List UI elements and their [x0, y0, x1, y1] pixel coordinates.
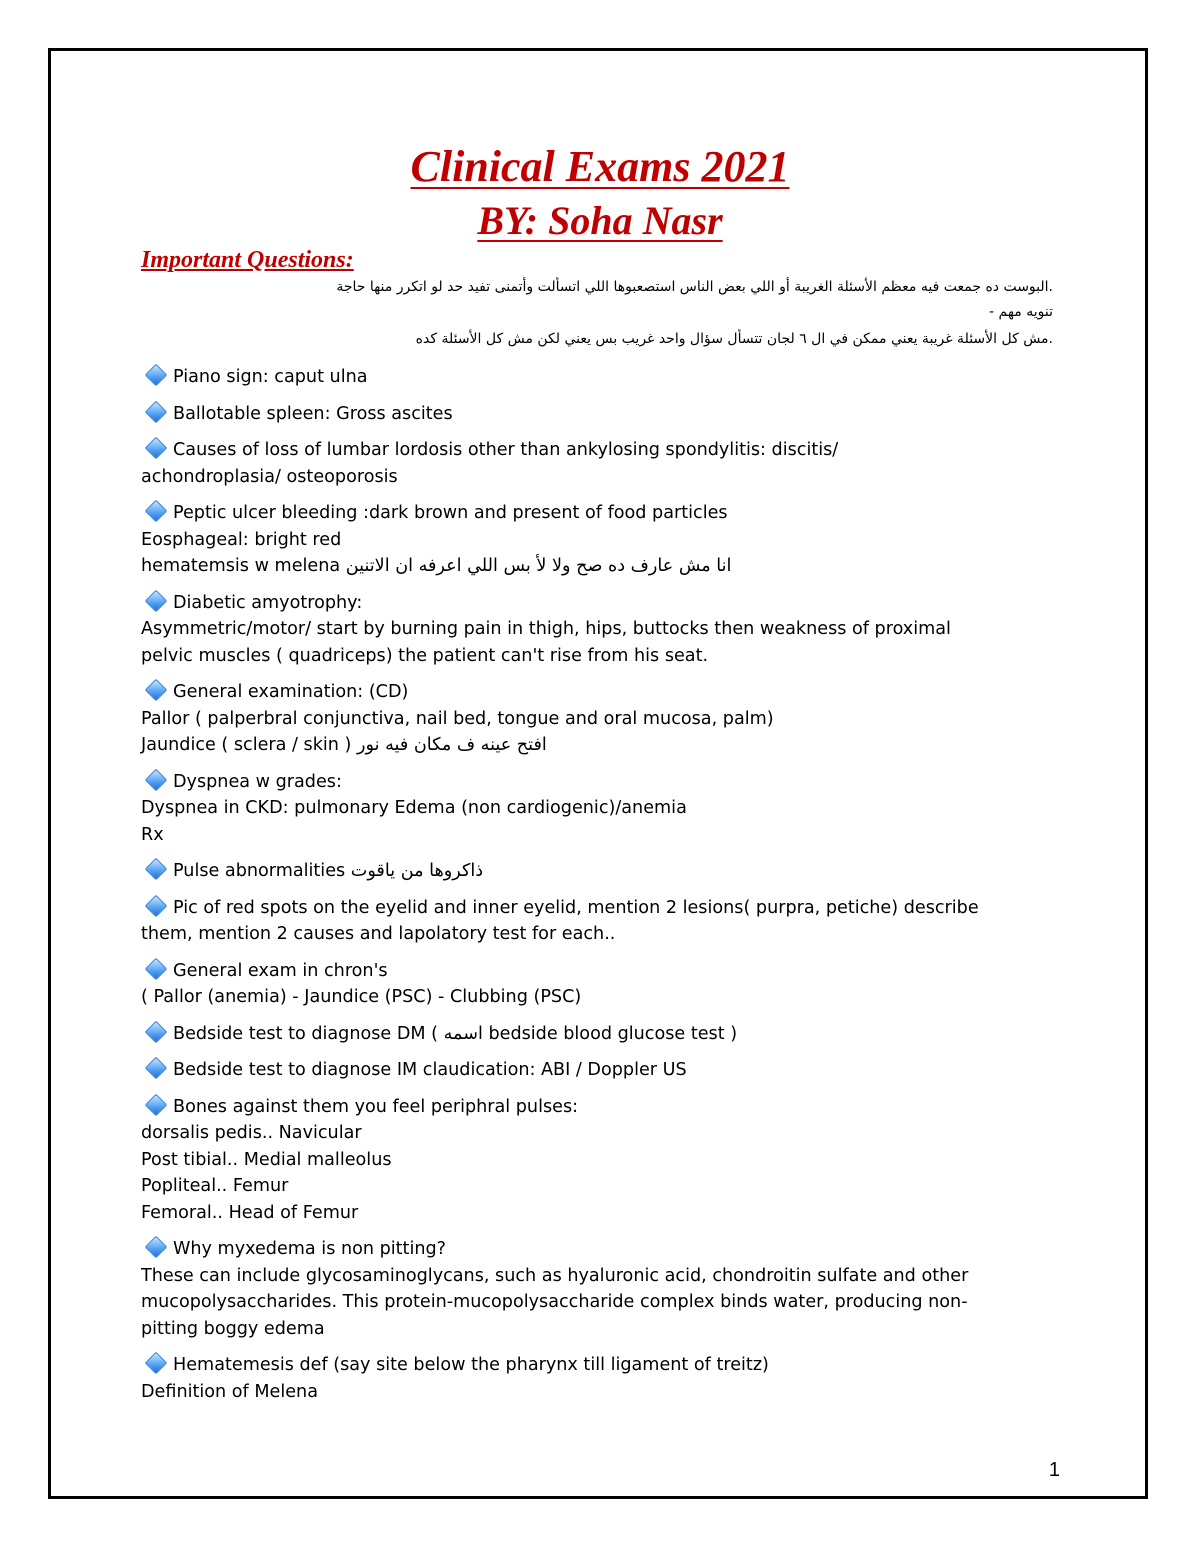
- blue-diamond-icon: [145, 681, 167, 703]
- line-text: These can include glycosaminoglycans, such as hyaluronic acid, chondroitin sulfate and other: [141, 1265, 969, 1286]
- line-text: Popliteal.. Femur: [141, 1176, 289, 1196]
- line-text: Piano sign: caput ulna: [173, 367, 368, 387]
- line-text: Peptic ulcer bleeding :dark brown and present of food particles: [173, 503, 728, 523]
- line-text: Ballotable spleen: Gross ascites: [173, 403, 453, 424]
- answer-text: [141, 822, 1056, 849]
- line-text: Why myxedema is non pitting?: [173, 1239, 447, 1259]
- intro-line-2: تنويه مهم -: [989, 304, 1053, 320]
- blue-diamond-icon: [145, 771, 167, 793]
- question-text: [141, 769, 1056, 796]
- blue-diamond-icon: [145, 1354, 167, 1376]
- answer-text: [141, 921, 1056, 948]
- answer-text: [141, 464, 1056, 491]
- answer-text: [141, 1316, 1056, 1343]
- list-item: [141, 500, 1056, 580]
- blue-diamond-icon: [145, 897, 167, 919]
- line-text: mucopolysaccharides. This protein-mucopolysaccharide complex binds water, producing non-: [141, 1292, 968, 1312]
- blue-diamond-icon: [145, 860, 167, 882]
- line-text: Pic of red spots on the eyelid and inner eyelid, mention 2 lesions( purpra, petiche) describe: [173, 897, 979, 918]
- line-text: Diabetic amyotrophy:: [173, 592, 363, 613]
- answer-text: [141, 1173, 1056, 1200]
- intro-line-1: .البوست ده جمعت فيه معظم الأسئلة الغريبة أو اللي بعض الناس استصعبوها اللي اتسألت وأتمنى تفيد حد لو اتكرر منها حاجة: [336, 279, 1053, 295]
- question-text: [141, 895, 1056, 922]
- list-item: [141, 590, 1056, 670]
- answer-text: [141, 984, 1056, 1011]
- line-text: Asymmetric/motor/ start by burning pain in thigh, hips, buttocks then weakness of proximal: [141, 619, 951, 639]
- list-item: [141, 679, 1056, 759]
- line-text: Dyspnea in CKD: pulmonary Edema (non cardiogenic)/anemia: [141, 798, 687, 818]
- line-text: dorsalis pedis.. Navicular: [141, 1123, 362, 1143]
- line-text: Pallor ( palperbral conjunctiva, nail bed, tongue and oral mucosa, palm): [141, 708, 774, 729]
- blue-diamond-icon: [145, 1238, 167, 1260]
- line-text: General exam in chron's: [173, 960, 388, 981]
- list-item: [141, 401, 1056, 428]
- line-text: Definition of Melena: [141, 1381, 318, 1402]
- list-item: [141, 1057, 1056, 1084]
- blue-diamond-icon: [145, 1096, 167, 1118]
- blue-diamond-icon: [145, 403, 167, 425]
- question-text: [141, 679, 1056, 706]
- answer-text: [141, 1379, 1056, 1406]
- question-text: [141, 1352, 1056, 1379]
- page-number: 1: [1048, 1459, 1060, 1481]
- line-text: them, mention 2 causes and lapolatory test for each..: [141, 924, 616, 944]
- question-text: [141, 1057, 1056, 1084]
- blue-diamond-icon: [145, 1059, 167, 1081]
- line-text: Causes of loss of lumbar lordosis other than ankylosing spondylitis: discitis/: [173, 440, 839, 460]
- question-text: [141, 1094, 1056, 1121]
- blue-diamond-icon: [145, 502, 167, 524]
- list-item: [141, 1236, 1056, 1342]
- line-text: Pulse abnormalities ذاكروها من ياقوت: [173, 861, 484, 881]
- line-text: Rx: [141, 824, 164, 845]
- question-text: [141, 1021, 1056, 1048]
- section-heading: Important Questions:: [141, 247, 354, 273]
- line-text: Bedside test to diagnose IM claudication: ABI / Doppler US: [173, 1060, 687, 1080]
- list-item: [141, 958, 1056, 1011]
- answer-text: [141, 795, 1056, 822]
- answer-text: [141, 1263, 1056, 1290]
- line-text: Eosphageal: bright red: [141, 529, 342, 550]
- line-text: General examination: (CD): [173, 682, 409, 702]
- document-title: Clinical Exams 2021: [410, 142, 790, 191]
- line-text: Bedside test to diagnose DM ( اسمه bedside blood glucose test ): [173, 1023, 738, 1044]
- blue-diamond-icon: [145, 1023, 167, 1045]
- answer-text: [141, 1120, 1056, 1147]
- list-item: [141, 364, 1056, 391]
- answer-text: [141, 643, 1056, 670]
- question-list: [141, 364, 1056, 1415]
- answer-text: [141, 1289, 1056, 1316]
- line-text: Bones against them you feel periphral pulses:: [173, 1096, 579, 1117]
- list-item: [141, 895, 1056, 948]
- list-item: [141, 1021, 1056, 1048]
- line-text: hematemsis w melena انا مش عارف ده صح ولا لأ بس اللي اعرفه ان الاتنين: [141, 556, 732, 576]
- blue-diamond-icon: [145, 592, 167, 614]
- list-item: [141, 769, 1056, 849]
- line-text: achondroplasia/ osteoporosis: [141, 466, 398, 487]
- line-text: Femoral.. Head of Femur: [141, 1202, 359, 1223]
- line-text: pelvic muscles ( quadriceps) the patient can't rise from his seat.: [141, 645, 709, 666]
- line-text: ( Pallor (anemia) - Jaundice (PSC) - Clubbing (PSC): [141, 987, 582, 1007]
- blue-diamond-icon: [145, 366, 167, 388]
- answer-text: [141, 732, 1056, 759]
- answer-text: [141, 1200, 1056, 1227]
- question-text: [141, 590, 1056, 617]
- line-text: Post tibial.. Medial malleolus: [141, 1149, 392, 1170]
- list-item: [141, 437, 1056, 490]
- question-text: [141, 437, 1056, 464]
- line-text: Dyspnea w grades:: [173, 771, 342, 792]
- blue-diamond-icon: [145, 439, 167, 461]
- answer-text: [141, 616, 1056, 643]
- line-text: Hematemesis def (say site below the pharynx till ligament of treitz): [173, 1355, 769, 1375]
- question-text: [141, 1236, 1056, 1263]
- line-text: pitting boggy edema: [141, 1318, 325, 1339]
- list-item: [141, 858, 1056, 885]
- question-text: [141, 858, 1056, 885]
- question-text: [141, 500, 1056, 527]
- answer-text: [141, 1147, 1056, 1174]
- author-line: BY: Soha Nasr: [477, 198, 723, 243]
- intro-line-3: .مش كل الأسئلة غريبة يعني ممكن في ال ٦ لجان تتسأل سؤال واحد غريب بس يعني لكن مش كل الأسئلة كده: [415, 331, 1053, 347]
- list-item: [141, 1352, 1056, 1405]
- question-text: [141, 401, 1056, 428]
- line-text: Jaundice ( sclera / skin ) افتح عينه ف مكان فيه نور: [141, 735, 547, 755]
- list-item: [141, 1094, 1056, 1227]
- answer-text: [141, 706, 1056, 733]
- answer-text: [141, 553, 1056, 580]
- blue-diamond-icon: [145, 960, 167, 982]
- answer-text: [141, 527, 1056, 554]
- question-text: [141, 958, 1056, 985]
- question-text: [141, 364, 1056, 391]
